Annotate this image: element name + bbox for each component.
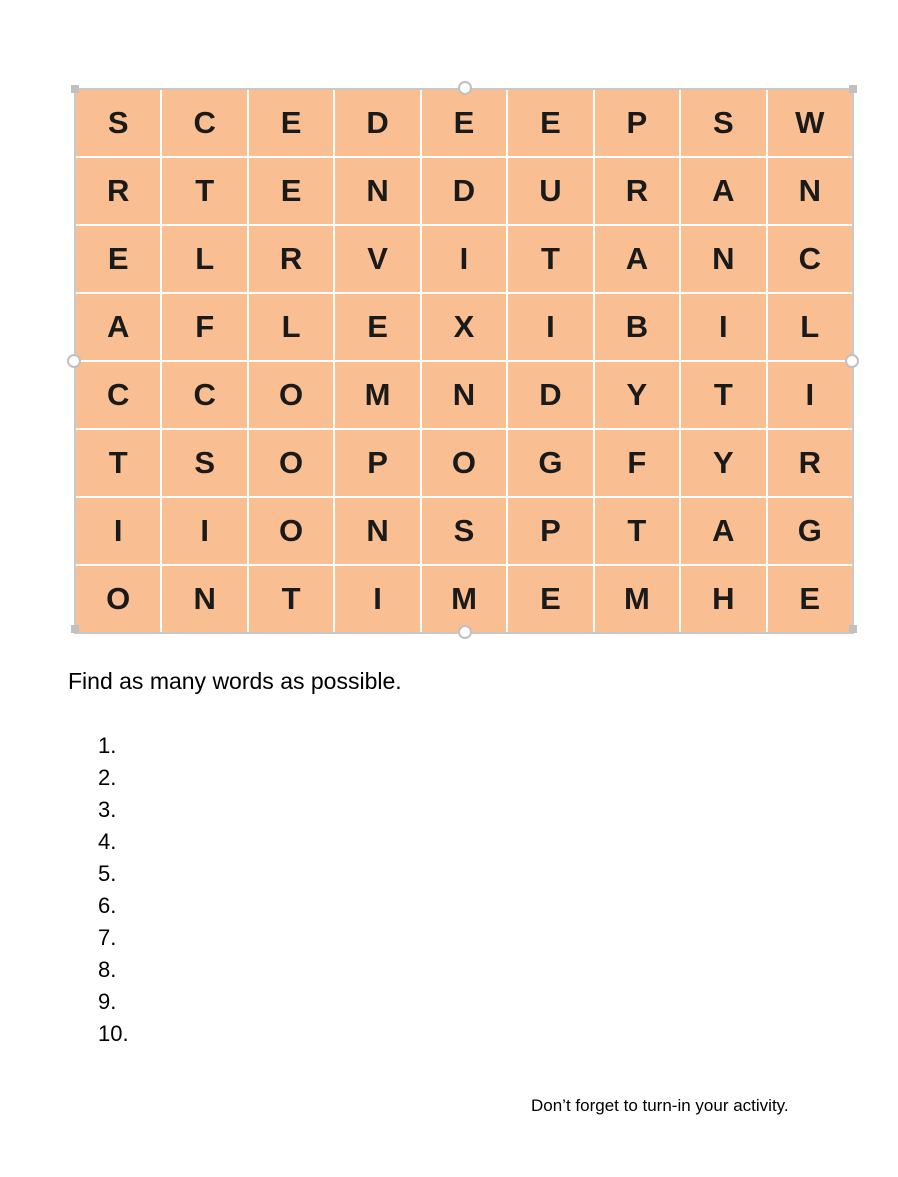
grid-cell: M bbox=[595, 566, 679, 632]
grid-cell: L bbox=[768, 294, 852, 360]
grid-cell: P bbox=[595, 90, 679, 156]
grid-cell: T bbox=[595, 498, 679, 564]
grid-cell: E bbox=[249, 158, 333, 224]
answer-line[interactable]: 2. bbox=[98, 765, 117, 790]
grid-cell: I bbox=[76, 498, 160, 564]
grid-cell: B bbox=[595, 294, 679, 360]
answer-line[interactable]: 10. bbox=[98, 1021, 129, 1046]
answer-line[interactable]: 4. bbox=[98, 829, 117, 854]
grid-cell: D bbox=[508, 362, 592, 428]
resize-handle-right-icon[interactable] bbox=[845, 354, 859, 368]
grid-cell: N bbox=[335, 498, 419, 564]
grid-cell: O bbox=[249, 430, 333, 496]
grid-cell: E bbox=[335, 294, 419, 360]
grid-cell: S bbox=[162, 430, 246, 496]
instruction-text: Find as many words as possible. bbox=[68, 668, 402, 694]
grid-cell: O bbox=[76, 566, 160, 632]
answer-line[interactable]: 8. bbox=[98, 957, 117, 982]
grid-cell: S bbox=[422, 498, 506, 564]
resize-corner-bottom-right-icon[interactable] bbox=[849, 625, 857, 633]
grid-cell: E bbox=[76, 226, 160, 292]
grid-cell: N bbox=[422, 362, 506, 428]
grid-cell: O bbox=[249, 498, 333, 564]
grid-cell: O bbox=[422, 430, 506, 496]
grid-cell: G bbox=[508, 430, 592, 496]
grid-cell: C bbox=[768, 226, 852, 292]
grid-cell: V bbox=[335, 226, 419, 292]
grid-cell: S bbox=[681, 90, 765, 156]
grid-cell: C bbox=[162, 362, 246, 428]
grid-cell: E bbox=[768, 566, 852, 632]
grid-cell: A bbox=[681, 498, 765, 564]
resize-handle-top-icon[interactable] bbox=[458, 81, 472, 95]
grid-cell: M bbox=[335, 362, 419, 428]
grid-cell: L bbox=[162, 226, 246, 292]
grid-cell: R bbox=[249, 226, 333, 292]
grid-cell: N bbox=[335, 158, 419, 224]
grid-cell: E bbox=[249, 90, 333, 156]
resize-handle-bottom-icon[interactable] bbox=[458, 625, 472, 639]
grid-cell: T bbox=[162, 158, 246, 224]
grid-cell: A bbox=[76, 294, 160, 360]
grid-cell: F bbox=[162, 294, 246, 360]
grid-cell: D bbox=[422, 158, 506, 224]
grid-cell: W bbox=[768, 90, 852, 156]
grid-cell: C bbox=[162, 90, 246, 156]
grid-cell: C bbox=[76, 362, 160, 428]
resize-corner-bottom-left-icon[interactable] bbox=[71, 625, 79, 633]
grid-cell: I bbox=[768, 362, 852, 428]
grid-cell: L bbox=[249, 294, 333, 360]
grid-cell: I bbox=[162, 498, 246, 564]
answer-line[interactable]: 5. bbox=[98, 861, 117, 886]
letter-grid bbox=[76, 90, 852, 632]
grid-cell: T bbox=[681, 362, 765, 428]
grid-cell: F bbox=[595, 430, 679, 496]
grid-cell: I bbox=[508, 294, 592, 360]
grid-cell: R bbox=[768, 430, 852, 496]
answer-line[interactable]: 3. bbox=[98, 797, 117, 822]
answer-line[interactable]: 6. bbox=[98, 893, 117, 918]
grid-cell: Y bbox=[595, 362, 679, 428]
answer-list bbox=[98, 730, 129, 1050]
grid-cell: E bbox=[508, 566, 592, 632]
grid-cell: T bbox=[249, 566, 333, 632]
grid-cell: N bbox=[681, 226, 765, 292]
grid-cell: T bbox=[508, 226, 592, 292]
grid-cell: I bbox=[335, 566, 419, 632]
grid-cell: T bbox=[76, 430, 160, 496]
footer-note: Don’t forget to turn-in your activity. bbox=[531, 1096, 789, 1115]
grid-cell: N bbox=[768, 158, 852, 224]
grid-cell: S bbox=[76, 90, 160, 156]
grid-cell: D bbox=[335, 90, 419, 156]
grid-cell: O bbox=[249, 362, 333, 428]
grid-cell: N bbox=[162, 566, 246, 632]
grid-cell: R bbox=[76, 158, 160, 224]
grid-cell: A bbox=[681, 158, 765, 224]
answer-line[interactable]: 1. bbox=[98, 733, 117, 758]
grid-cell: P bbox=[508, 498, 592, 564]
grid-cell: M bbox=[422, 566, 506, 632]
grid-cell: I bbox=[422, 226, 506, 292]
grid-cell: Y bbox=[681, 430, 765, 496]
grid-cell: H bbox=[681, 566, 765, 632]
grid-cell: G bbox=[768, 498, 852, 564]
answer-line[interactable]: 7. bbox=[98, 925, 117, 950]
grid-cell: A bbox=[595, 226, 679, 292]
grid-cell: R bbox=[595, 158, 679, 224]
grid-cell: I bbox=[681, 294, 765, 360]
grid-cell: E bbox=[508, 90, 592, 156]
resize-corner-top-right-icon[interactable] bbox=[849, 85, 857, 93]
resize-handle-left-icon[interactable] bbox=[67, 354, 81, 368]
grid-cell: P bbox=[335, 430, 419, 496]
grid-cell: X bbox=[422, 294, 506, 360]
word-search-puzzle bbox=[74, 88, 854, 634]
answer-line[interactable]: 9. bbox=[98, 989, 117, 1014]
grid-cell: U bbox=[508, 158, 592, 224]
grid-cell: E bbox=[422, 90, 506, 156]
resize-corner-top-left-icon[interactable] bbox=[71, 85, 79, 93]
